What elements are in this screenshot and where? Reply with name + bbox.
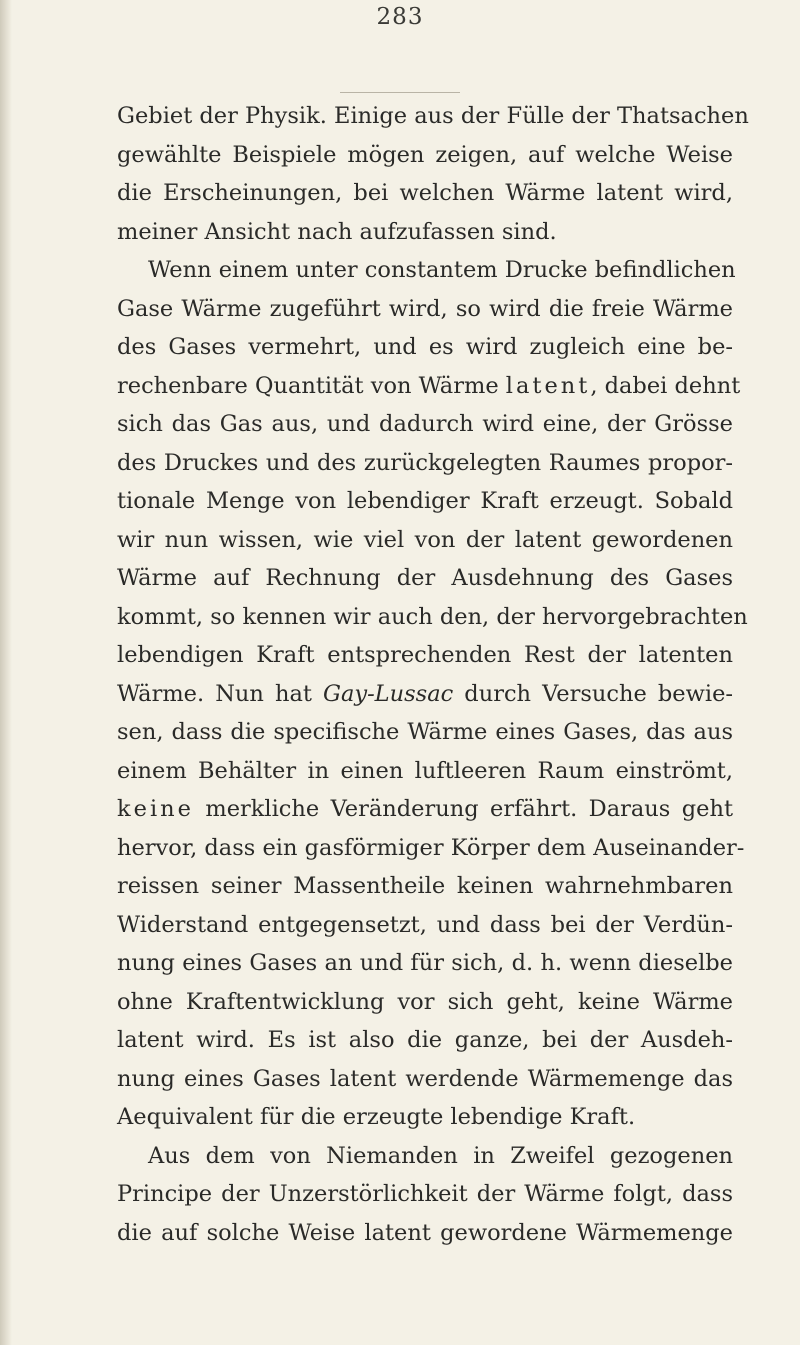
text-line: Aus dem von Niemanden in Zweifel gezogenen <box>148 1142 733 1169</box>
text-line: keine merkliche Veränderung erfährt. Daraus geht <box>117 796 733 822</box>
text-line: ohne Kraftentwicklung vor sich geht, keine Wärme <box>117 988 733 1015</box>
page-number: 283 <box>376 4 424 30</box>
text-line: Wärme auf Rechnung der Ausdehnung des Gases <box>117 565 733 591</box>
text-line: des Gases vermehrt, und es wird zugleich eine be- <box>117 334 733 360</box>
text-line: hervor, dass ein gasförmiger Körper dem Auseinander- <box>117 834 745 861</box>
text-line: Principe der Unzerstörlichkeit der Wärme folgt, dass <box>117 1181 733 1207</box>
text-line: meiner Ansicht nach aufzufassen sind. <box>117 218 557 245</box>
emphasis-latent: latent <box>505 372 591 399</box>
text-line: reissen seiner Massentheile keinen wahrnehmbaren <box>117 873 733 899</box>
text-line: lebendigen Kraft entsprechenden Rest der latenten <box>117 642 733 668</box>
text-line: die auf solche Weise latent gewordene Wärmemenge <box>117 1219 733 1246</box>
text-line: rechenbare Quantität von Wärme latent, dabei dehnt <box>117 372 741 399</box>
text-line: tionale Menge von lebendiger Kraft erzeugt. Sobald <box>117 488 733 514</box>
text-line: Gebiet der Physik. Einige aus der Fülle der Thatsachen <box>117 103 749 129</box>
page-binding-edge <box>0 0 12 1345</box>
header-rule <box>340 92 460 93</box>
text-line: sich das Gas aus, und dadurch wird eine, der Grösse <box>117 411 733 437</box>
text-line: sen, dass die specifische Wärme eines Gases, das aus <box>117 719 733 745</box>
emphasis-keine: keine <box>117 796 194 822</box>
text-line: Wärme. Nun hat Gay-Lussac durch Versuche bewie- <box>117 680 733 707</box>
text-line: nung eines Gases an und für sich, d. h. wenn dieselbe <box>117 950 733 976</box>
text-line: Widerstand entgegensetzt, und dass bei der Verdün- <box>117 911 733 938</box>
text-line: nung eines Gases latent werdende Wärmemenge das <box>117 1065 733 1092</box>
author-name-gay-lussac: Gay-Lussac <box>322 680 454 707</box>
text-line: Aequivalent für die erzeugte lebendige Kraft. <box>117 1104 636 1130</box>
text-line: kommt, so kennen wir auch den, der hervorgebrachten <box>117 603 748 630</box>
text-line: des Druckes und des zurückgelegten Raumes propor- <box>117 449 733 476</box>
text-line: Wenn einem unter constantem Drucke befindlichen <box>148 257 736 283</box>
text-line: wir nun wissen, wie viel von der latent gewordenen <box>117 526 733 553</box>
text-line: einem Behälter in einen luftleeren Raum einströmt, <box>117 757 733 784</box>
body-text <box>117 97 749 1252</box>
text-line: gewählte Beispiele mögen zeigen, auf welche Weise <box>117 141 733 168</box>
text-line: latent wird. Es ist also die ganze, bei der Ausdeh- <box>117 1027 733 1053</box>
text-line: Gase Wärme zugeführt wird, so wird die freie Wärme <box>117 295 733 322</box>
text-line: die Erscheinungen, bei welchen Wärme latent wird, <box>117 180 733 206</box>
